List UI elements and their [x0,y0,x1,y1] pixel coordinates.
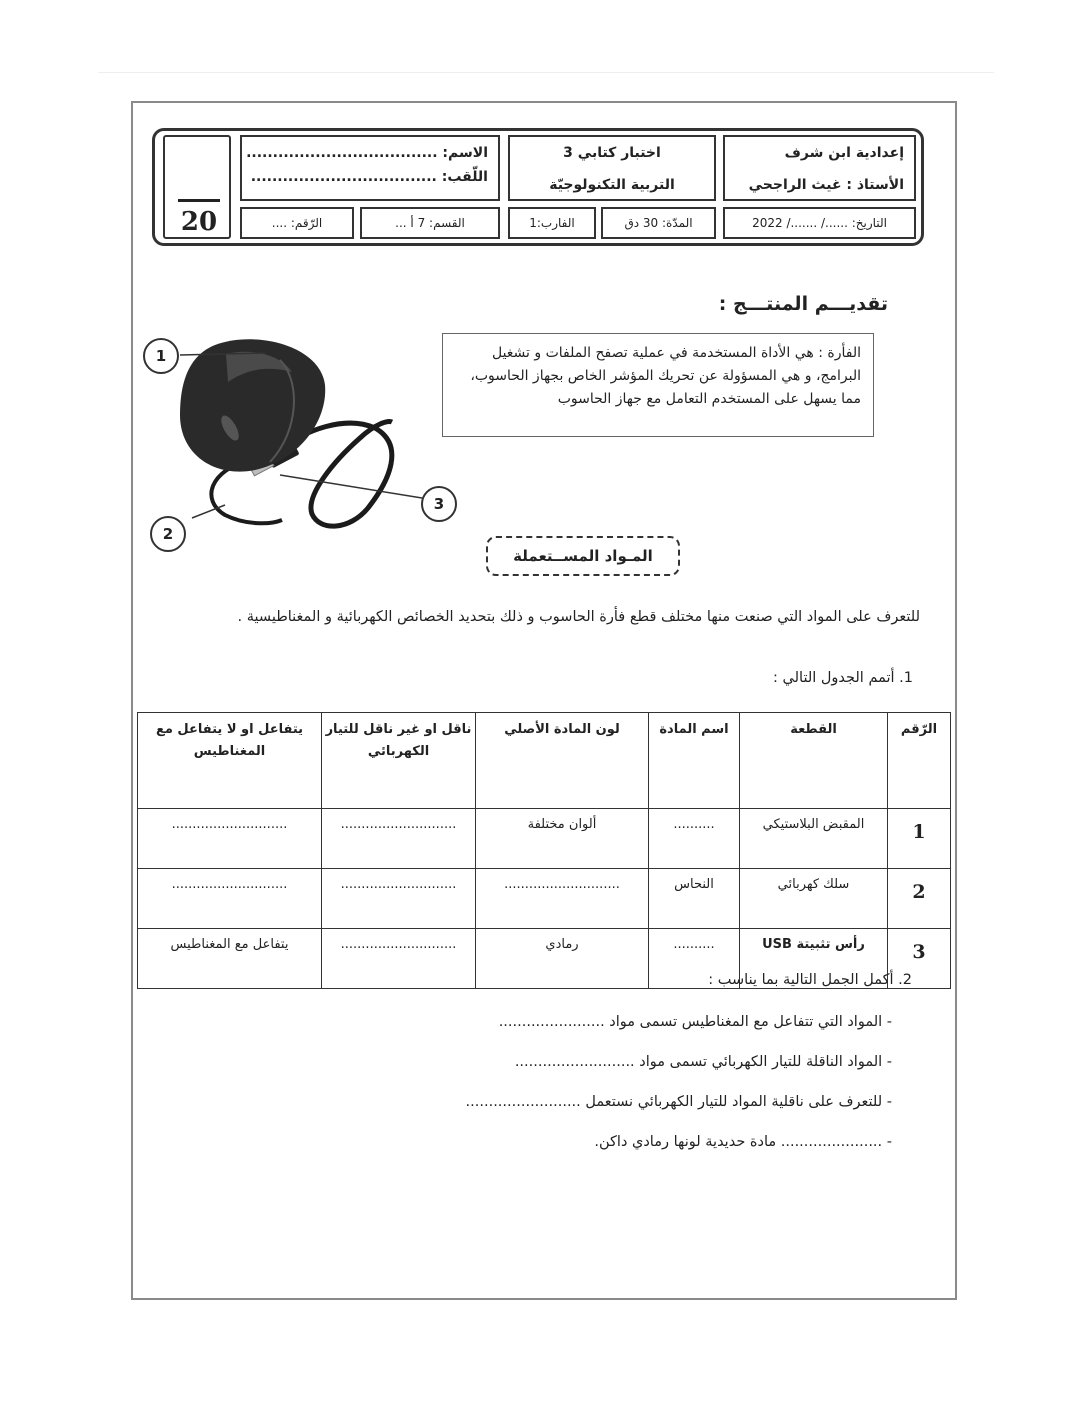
cell-magnet[interactable]: ............................ [138,869,322,929]
cell-conductor[interactable]: ............................ [322,869,476,929]
cell-magnet: يتفاعل مع المغناطيس [138,929,322,989]
mouse-definition: الفأرة : هي الأداة المستخدمة في عملية تصفح الملفات و تشغيل البرامج، و هي المسؤولة عن تحريك المؤشر الخاص بجهاز الحاسوب، مما يسهل على المستخدم التعامل مع جهاز الحاسوب [442,333,874,437]
cell-conductor[interactable]: ............................ [322,929,476,989]
group-field: الفارب:1 [508,207,596,239]
cell-material: النحاس [649,869,740,929]
product-section-title: تقديـــم المنتـــج : [718,293,888,315]
name-field[interactable]: الاسم: .................................... [246,145,488,161]
exam-page [131,101,957,1300]
score-line [178,199,220,202]
cell-part: رأس تثبيتة USB [740,929,888,989]
exam-title: اختبار كتابي 3 [563,145,661,161]
cell-part: المقبض البلاستيكي [740,809,888,869]
cell-part: سلك كهربائي [740,869,888,929]
school-name: إعدادية ابن شرف [784,145,904,161]
header-cell-material: اسم المادة [649,713,740,809]
cell-color: ألوان مختلفة [476,809,649,869]
table-header-row [138,713,951,809]
header-cell-conductor: ناقل او غير ناقل للتيار الكهربائي [322,713,476,809]
cell-color: رمادي [476,929,649,989]
sentence-3[interactable]: - للتعرف على ناقلية المواد للتيار الكهربائي نستعمل ......................... [465,1094,892,1110]
header-cell-magnet: يتفاعل او لا يتفاعل مع المغناطيس [138,713,322,809]
top-rule [98,72,994,73]
header-cell-color: لون المادة الأصلي [476,713,649,809]
callout-1: 1 [143,338,179,374]
duration-field: المدّة: 30 دق [601,207,716,239]
row-number: 3 [888,929,951,989]
number-field[interactable]: الرّقم: .... [240,207,354,239]
sentence-2[interactable]: - المواد الناقلة للتيار الكهربائي تسمى مواد .......................... [514,1054,892,1070]
materials-table [137,712,951,989]
table-row [138,869,951,929]
materials-intro: للتعرف على المواد التي صنعت منها مختلف قطع فأرة الحاسوب و ذلك بتحديد الخصائص الكهربائية و المغناطيسية . [237,609,920,625]
header-cell-number: الرّقم [888,713,951,809]
exam-header [152,128,924,246]
cell-conductor[interactable]: ............................ [322,809,476,869]
materials-section-title: المـواد المســتعملة [486,536,680,576]
cell-magnet[interactable]: ............................ [138,809,322,869]
surname-field[interactable]: اللّقب: ................................... [250,169,488,185]
class-field: القسم: 7 أ ... [360,207,500,239]
cell-color[interactable]: ............................ [476,869,649,929]
sentence-4[interactable]: - ...................... مادة حديدية لونها رمادي داكن. [594,1134,892,1150]
school-box [723,135,916,201]
question-1: 1. أتمم الجدول التالي : [773,670,913,686]
score-box [163,135,231,239]
subject-name: التربية التكنولوجيّة [549,177,675,193]
table-row [138,809,951,869]
exam-title-box [508,135,716,201]
score-total: 20 [180,207,218,237]
header-cell-part: القطعة [740,713,888,809]
teacher-name: الأستاذ : غيث الراجحي [748,177,904,193]
callout-2: 2 [150,516,186,552]
sentence-1[interactable]: - المواد التي تتفاعل مع المغناطيس تسمى مواد ....................... [498,1014,892,1030]
question-2: 2. أكمل الجمل التالية بما يناسب : [708,972,912,988]
row-number: 2 [888,869,951,929]
student-info-box [240,135,500,201]
callout-3: 3 [421,486,457,522]
date-field[interactable]: التاريخ: ....../ ......./ 2022 [723,207,916,239]
cell-material[interactable]: .......... [649,809,740,869]
row-number: 1 [888,809,951,869]
cell-material[interactable]: .......... [649,929,740,989]
